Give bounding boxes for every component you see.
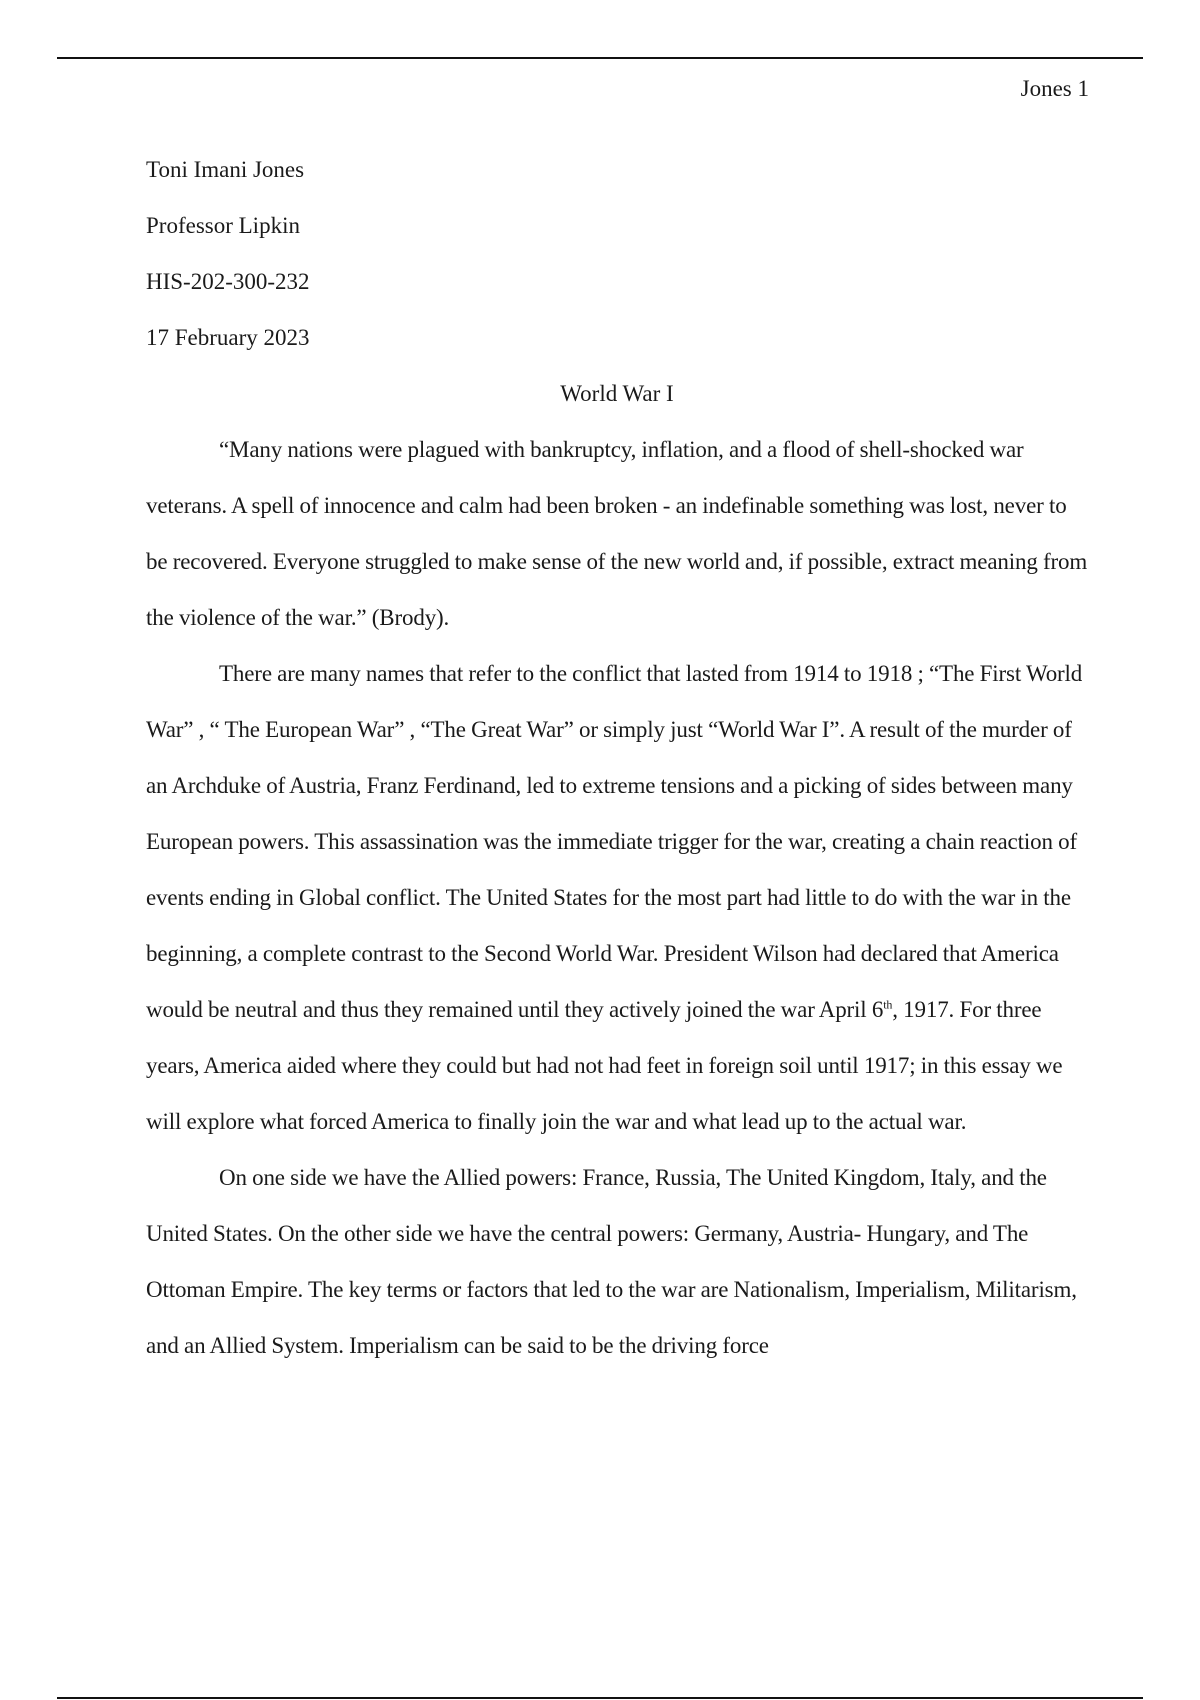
page-header-number: Jones 1 (1020, 76, 1089, 101)
student-name: Toni Imani Jones (146, 157, 305, 182)
paragraph-alliances: On one side we have the Allied powers: France, Russia, The United Kingdom, Italy, and the United States. On the other side we have the central powers: Germany, Austria- Hungary, and The Ottoman Empire. The key terms or factors that led to the war are Nationalism, Imperialism, Militarism, and an Allied System. Imperialism can be said to be the driving force (146, 1165, 1077, 1358)
ordinal-suffix: th (883, 997, 893, 1012)
paragraph-introduction-text-a: There are many names that refer to the conflict that lasted from 1914 to 1918 ; “The First World War” , “ The European War” , “The Great War” or simply just “World War I”. A result of the murder of an Archduke of Austria, Franz Ferdinand, led to extreme tensions and a picking of sides between many European powers. This assassination was the immediate trigger for the war, creating a chain reaction of events ending in Global conflict. The United States for the most part had little to do with the war in the beginning, a complete contrast to the Second World War. President Wilson had declared that America would be neutral and thus they remained until they actively joined the war April 6 (146, 661, 1083, 1022)
bottom-rule (57, 1697, 1143, 1699)
essay-date: 17 February 2023 (146, 325, 310, 350)
paragraph-introduction-text-b: , 1917. For three years, America aided where they could but had not had feet in foreign soil until 1917; in this essay we will explore what forced America to finally join the war and what lead up to the actual war. (146, 997, 1063, 1134)
paragraph-quote: “Many nations were plagued with bankruptcy, inflation, and a flood of shell-shocked war veterans. A spell of innocence and calm had been broken - an indefinable something was lost, never to be recovered. Everyone struggled to make sense of the new world and, if possible, extract meaning from the violence of the war.” (Brody). (146, 437, 1088, 630)
essay-title: World War I (560, 381, 674, 406)
essay-body (146, 142, 1088, 1374)
course-code: HIS-202-300-232 (146, 269, 310, 294)
top-rule (57, 57, 1143, 59)
professor-name: Professor Lipkin (146, 213, 300, 238)
paragraph-introduction (146, 646, 1088, 1150)
